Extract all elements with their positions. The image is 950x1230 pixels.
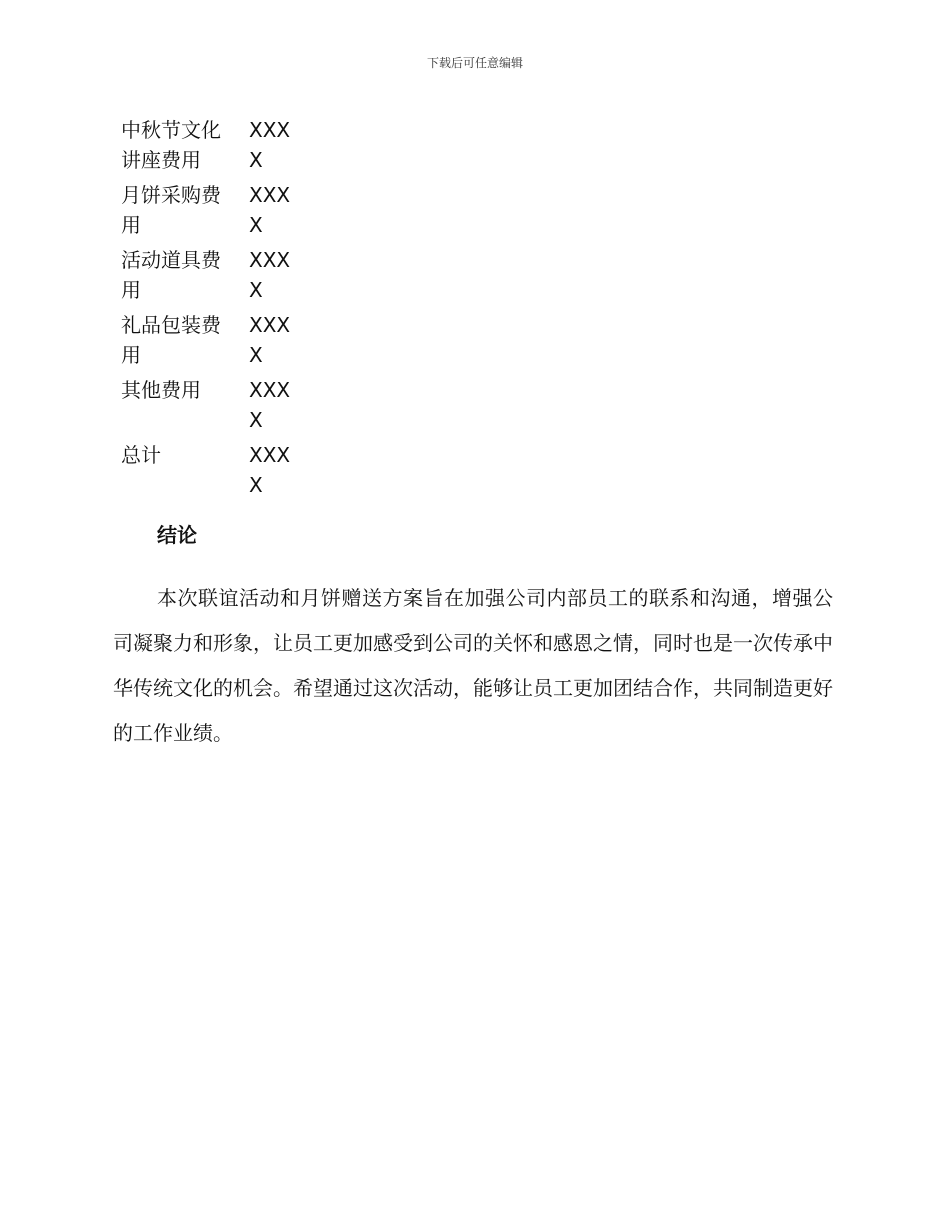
cost-item-amount: XXXX bbox=[249, 118, 291, 172]
cost-table bbox=[121, 115, 293, 505]
cost-item-amount: XXXX bbox=[249, 313, 291, 367]
cost-item-label: 礼品包装费用 bbox=[121, 313, 221, 367]
table-row bbox=[121, 115, 293, 180]
cost-item-label: 月饼采购费用 bbox=[121, 183, 221, 237]
table-row bbox=[121, 180, 293, 245]
table-row bbox=[121, 245, 293, 310]
cost-total-amount: XXXX bbox=[249, 443, 291, 497]
cost-item-amount: XXXX bbox=[249, 183, 291, 237]
table-row bbox=[121, 310, 293, 375]
cost-item-label: 活动道具费用 bbox=[121, 248, 221, 302]
table-row bbox=[121, 375, 293, 440]
cost-item-amount: XXXX bbox=[249, 378, 291, 432]
cost-item-amount: XXXX bbox=[249, 248, 291, 302]
cost-item-label: 中秋节文化讲座费用 bbox=[121, 118, 221, 172]
conclusion-heading: 结论 bbox=[157, 523, 197, 547]
cost-item-label: 其他费用 bbox=[121, 378, 201, 402]
conclusion-paragraph: 本次联谊活动和月饼赠送方案旨在加强公司内部员工的联系和沟通，增强公司凝聚力和形象，让员工更加感受到公司的关怀和感恩之情，同时也是一次传承中华传统文化的机会。希望通过这次活动，能够让员工更加团结合作，共同制造更好的工作业绩。 bbox=[113, 586, 833, 745]
table-row bbox=[121, 440, 293, 505]
page-header: 下载后可任意编辑 bbox=[426, 56, 523, 70]
cost-total-label: 总计 bbox=[121, 443, 161, 467]
